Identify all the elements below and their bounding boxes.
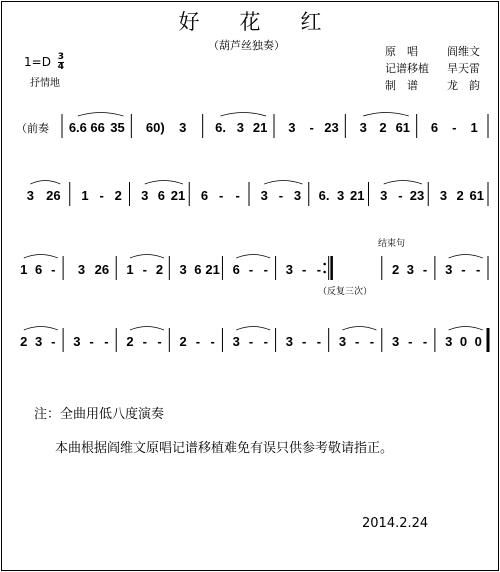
tempo-mood: 抒情地 (30, 78, 60, 89)
note-token: 2 (114, 188, 122, 203)
note-token: 3 (338, 334, 347, 349)
note-token: 6 (194, 262, 202, 277)
note-token: 3 (73, 334, 81, 349)
slur-mark (342, 327, 376, 331)
transcription-remark: 本曲根据阎维文原唱记谱移植难免有误只供参考敬请指正。 (55, 441, 394, 456)
note-token: - (51, 334, 56, 349)
note-token: 3 (77, 262, 86, 277)
score-line-1 (10, 108, 492, 148)
note-token: - (235, 188, 240, 203)
time-bottom: 4 (57, 62, 65, 72)
repeat-dot (323, 271, 326, 274)
slur-mark (130, 327, 164, 331)
note-token: 2 (20, 334, 28, 349)
slur-mark (236, 255, 270, 259)
note-token: 6 (157, 188, 165, 203)
note-token: 6. (215, 120, 226, 135)
slur-mark (264, 181, 302, 185)
note-token: - (89, 334, 94, 349)
slur-mark (30, 181, 60, 185)
note-token: - (408, 334, 413, 349)
note-token: - (278, 188, 284, 203)
song-subtitle: （葫芦丝独奏） (208, 39, 285, 52)
note-token: - (195, 334, 201, 349)
note-token: 3 (359, 120, 367, 135)
note-token: - (316, 262, 322, 277)
credit-row (385, 43, 480, 60)
note-token: 1 (20, 262, 28, 277)
slur-mark (78, 113, 124, 117)
note-token: 0 (474, 334, 482, 349)
slur-mark (384, 181, 422, 185)
note-token: - (51, 262, 56, 277)
note-token: 3 (34, 334, 43, 349)
note-token: - (99, 188, 104, 203)
note-token: - (210, 334, 215, 349)
repeat-dot (323, 263, 326, 266)
note-token: - (422, 262, 428, 277)
credit-row (385, 77, 480, 94)
note-token: - (248, 262, 254, 277)
time-signature (58, 53, 64, 72)
slur-mark (221, 113, 267, 117)
note-token: 23 (409, 188, 425, 203)
note-token: - (301, 262, 307, 277)
note-token: 61 (469, 188, 484, 203)
note-token: - (316, 334, 322, 349)
note-token: 3 (285, 262, 293, 277)
key-signature (24, 53, 64, 72)
note-token: 21 (205, 262, 220, 277)
slur-mark (130, 255, 164, 259)
score-line-2 (10, 176, 492, 216)
note-token: 26 (94, 262, 110, 277)
note-token: 21 (349, 188, 365, 203)
note-token: 2 (456, 188, 464, 203)
note-token: 3 (179, 120, 187, 135)
score-line-3 (10, 250, 492, 290)
note-token: 3 (380, 188, 388, 203)
note-token: 2 (179, 334, 187, 349)
credit-role: 制 谱 (385, 79, 418, 92)
note-token: 3 (179, 262, 187, 277)
note-token: - (452, 120, 457, 135)
note-token: 6. (318, 188, 330, 203)
note-token: - (301, 334, 307, 349)
note-token: 1 (126, 262, 134, 277)
note-token: 2 (391, 262, 400, 277)
note-token: 35 (110, 120, 125, 135)
note-token: - (398, 188, 403, 203)
note-token: 61 (395, 120, 411, 135)
score-line-2-svg (10, 176, 492, 216)
note-token: - (142, 262, 147, 277)
time-top: 3 (57, 52, 65, 62)
slur-mark (24, 255, 58, 259)
note-token: 1 (81, 188, 89, 203)
credits-block (385, 43, 480, 94)
note-token: 3 (26, 188, 35, 203)
note-token: - (142, 334, 147, 349)
note-token: 3 (391, 334, 400, 349)
slur-mark (236, 327, 270, 331)
note-token: 2 (155, 262, 164, 277)
note-token: 60) (145, 120, 165, 135)
note-token: 26 (46, 188, 61, 203)
note-token: - (309, 120, 314, 135)
note-token: 3 (288, 120, 296, 135)
note-token: 66 (90, 120, 105, 135)
note-token: 0 (459, 334, 468, 349)
note-token: 2 (126, 334, 134, 349)
note-token: 2 (379, 120, 387, 135)
credit-row (385, 60, 480, 77)
note-token: - (104, 334, 109, 349)
credit-role: 原 唱 (385, 45, 418, 58)
note-token: 21 (252, 120, 268, 135)
ending-label: 结束句 (378, 239, 406, 249)
slur-mark (24, 327, 58, 331)
note-token: - (422, 334, 428, 349)
song-title: 好花红 (178, 10, 362, 34)
note-token: 3 (406, 262, 414, 277)
note-token: - (369, 334, 375, 349)
note-token: - (355, 334, 360, 349)
credit-name: 龙 韵 (447, 79, 480, 92)
note-token: 6 (34, 262, 43, 277)
note-token: 6 (200, 188, 209, 203)
key-label: 1=D (24, 55, 51, 69)
note-token: 3 (337, 188, 345, 203)
score-date: 2014.2.24 (362, 516, 429, 531)
note-token: - (218, 188, 224, 203)
note-token: 23 (324, 120, 339, 135)
note-token: 21 (170, 188, 186, 203)
note-token: 3 (439, 188, 448, 203)
note-token: 3 (141, 188, 149, 203)
note-token: 3 (232, 334, 240, 349)
note-token: - (476, 262, 481, 277)
performance-note: 注：全曲用低八度演奏 (34, 407, 165, 422)
note-token: 1 (470, 120, 478, 135)
score-line-3-svg (10, 250, 492, 290)
note-token: 6 (232, 262, 240, 277)
note-token: - (263, 334, 268, 349)
note-token: 3 (236, 120, 244, 135)
slur-mark (449, 327, 483, 331)
note-token: 3 (285, 334, 293, 349)
note-token: 3 (445, 334, 453, 349)
credit-role: 记谱移植 (385, 62, 429, 75)
note-token: 3 (293, 188, 302, 203)
credit-name: 阎维文 (447, 45, 480, 58)
note-token: - (263, 262, 268, 277)
score-line-1-svg (10, 108, 492, 148)
note-token: - (248, 334, 254, 349)
note-token: 6 (430, 120, 439, 135)
credit-name: 旱天雷 (447, 62, 480, 75)
note-token: 3 (445, 262, 453, 277)
score-line-4 (10, 322, 492, 362)
score-line-4-svg (10, 322, 492, 362)
slur-mark (145, 181, 183, 185)
note-token: - (461, 262, 466, 277)
prelude-label: （前奏 (16, 122, 49, 135)
slur-mark (363, 113, 409, 117)
note-token: - (157, 334, 162, 349)
repeat-label: （反复三次） (318, 287, 373, 297)
note-token: 3 (260, 188, 268, 203)
slur-mark (449, 255, 483, 259)
note-token: 6.6 (68, 120, 87, 135)
